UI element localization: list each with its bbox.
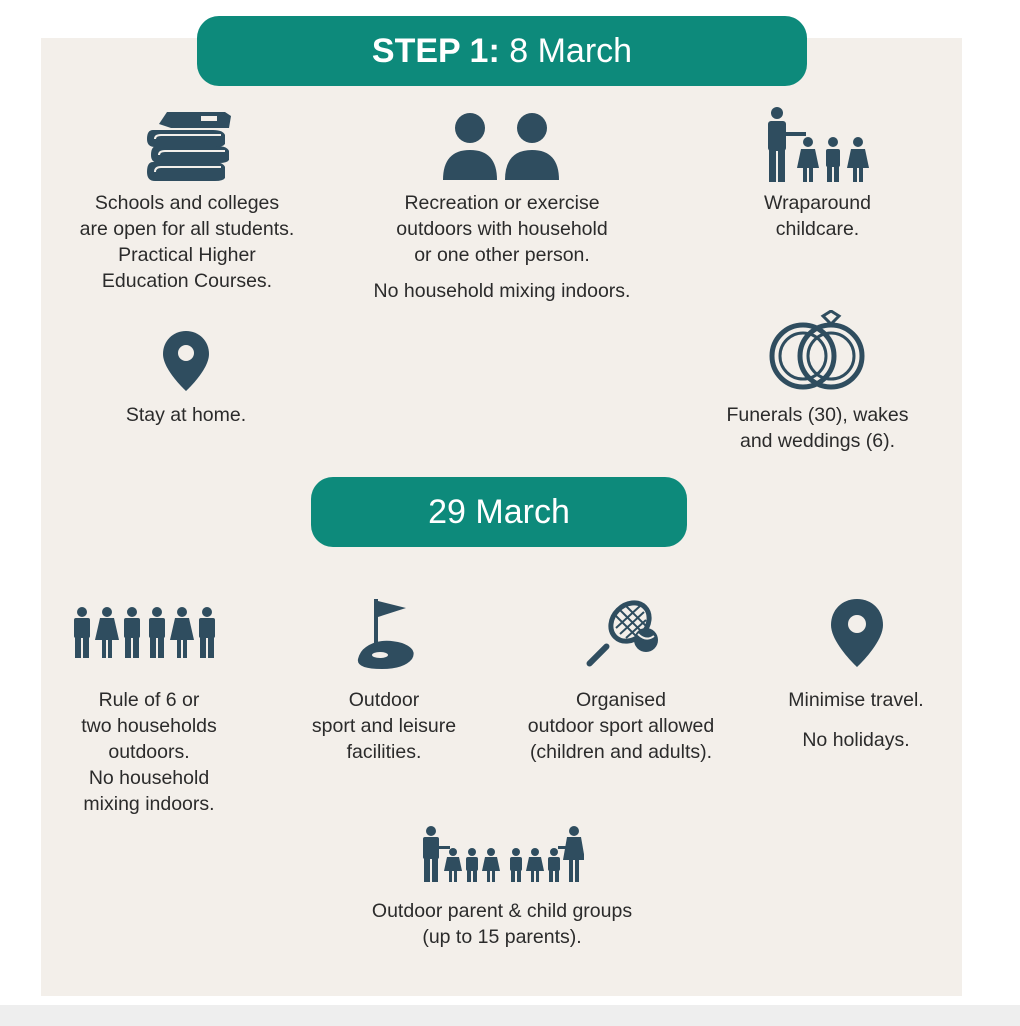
- golf-flag-icon: [354, 597, 418, 671]
- march29-title: 29 March: [428, 493, 570, 531]
- rule-line-2: two households: [81, 715, 217, 737]
- funerals-line-2: and weddings (6).: [739, 430, 895, 452]
- bottom-strip: [0, 1005, 1020, 1026]
- wraparound-text: [730, 190, 905, 242]
- recreation-line-2: outdoors with household: [396, 218, 608, 240]
- wraparound-line-1: Wraparound: [764, 192, 871, 214]
- funerals-line-1: Funerals (30), wakes: [726, 404, 909, 426]
- wraparound-line-2: childcare.: [775, 218, 860, 240]
- minimise-travel-text: [766, 687, 946, 753]
- schools-line-4: Education Courses.: [101, 270, 273, 292]
- parent-child-groups-icon: [420, 826, 584, 882]
- tennis-racket-icon: [580, 598, 664, 670]
- step1-title-label: STEP 1:: [371, 32, 500, 70]
- location-pin-icon: [162, 330, 210, 392]
- recreation-extra: No household mixing indoors.: [373, 280, 631, 302]
- recreation-line-1: Recreation or exercise: [404, 192, 600, 214]
- organised-line-2: outdoor sport allowed: [527, 715, 715, 737]
- recreation-line-3: or one other person.: [414, 244, 590, 266]
- outdoor-sport-line-2: sport and leisure: [311, 715, 457, 737]
- organised-line-1: Organised: [576, 689, 666, 711]
- books-icon: [145, 110, 231, 182]
- rule-of-6-text: [54, 687, 244, 817]
- march29-header: [311, 477, 687, 547]
- adult-and-children-icon: [762, 106, 872, 182]
- rule-line-1: Rule of 6 or: [98, 689, 200, 711]
- parent-child-text: [342, 898, 662, 950]
- wedding-rings-icon: [765, 310, 869, 392]
- parent-child-line-1: Outdoor parent & child groups: [371, 900, 633, 922]
- schools-line-1: Schools and colleges: [94, 192, 280, 214]
- rule-line-5: mixing indoors.: [83, 793, 215, 815]
- parent-child-line-2: (up to 15 parents).: [422, 926, 582, 948]
- funerals-text: [700, 402, 935, 454]
- no-holidays-line: No holidays.: [802, 729, 910, 751]
- schools-text: [56, 190, 318, 294]
- step1-title-date: 8 March: [499, 32, 633, 70]
- organised-sport-text: [506, 687, 736, 765]
- step1-header: [197, 16, 807, 86]
- outdoor-sport-text: [284, 687, 484, 765]
- schools-line-3: Practical Higher: [118, 244, 256, 266]
- stay-home-line: Stay at home.: [125, 404, 247, 426]
- six-people-icon: [70, 607, 220, 659]
- recreation-text: [352, 190, 652, 304]
- location-pin-icon: [830, 598, 884, 668]
- rule-line-3: outdoors.: [108, 741, 190, 763]
- schools-line-2: are open for all students.: [79, 218, 295, 240]
- minimise-line: Minimise travel.: [788, 689, 924, 711]
- rule-line-4: No household: [88, 767, 210, 789]
- stay-home-text: [88, 402, 284, 428]
- outdoor-sport-line-1: Outdoor: [348, 689, 420, 711]
- two-people-icon: [441, 112, 561, 180]
- organised-line-3: (children and adults).: [529, 741, 713, 763]
- outdoor-sport-line-3: facilities.: [346, 741, 422, 763]
